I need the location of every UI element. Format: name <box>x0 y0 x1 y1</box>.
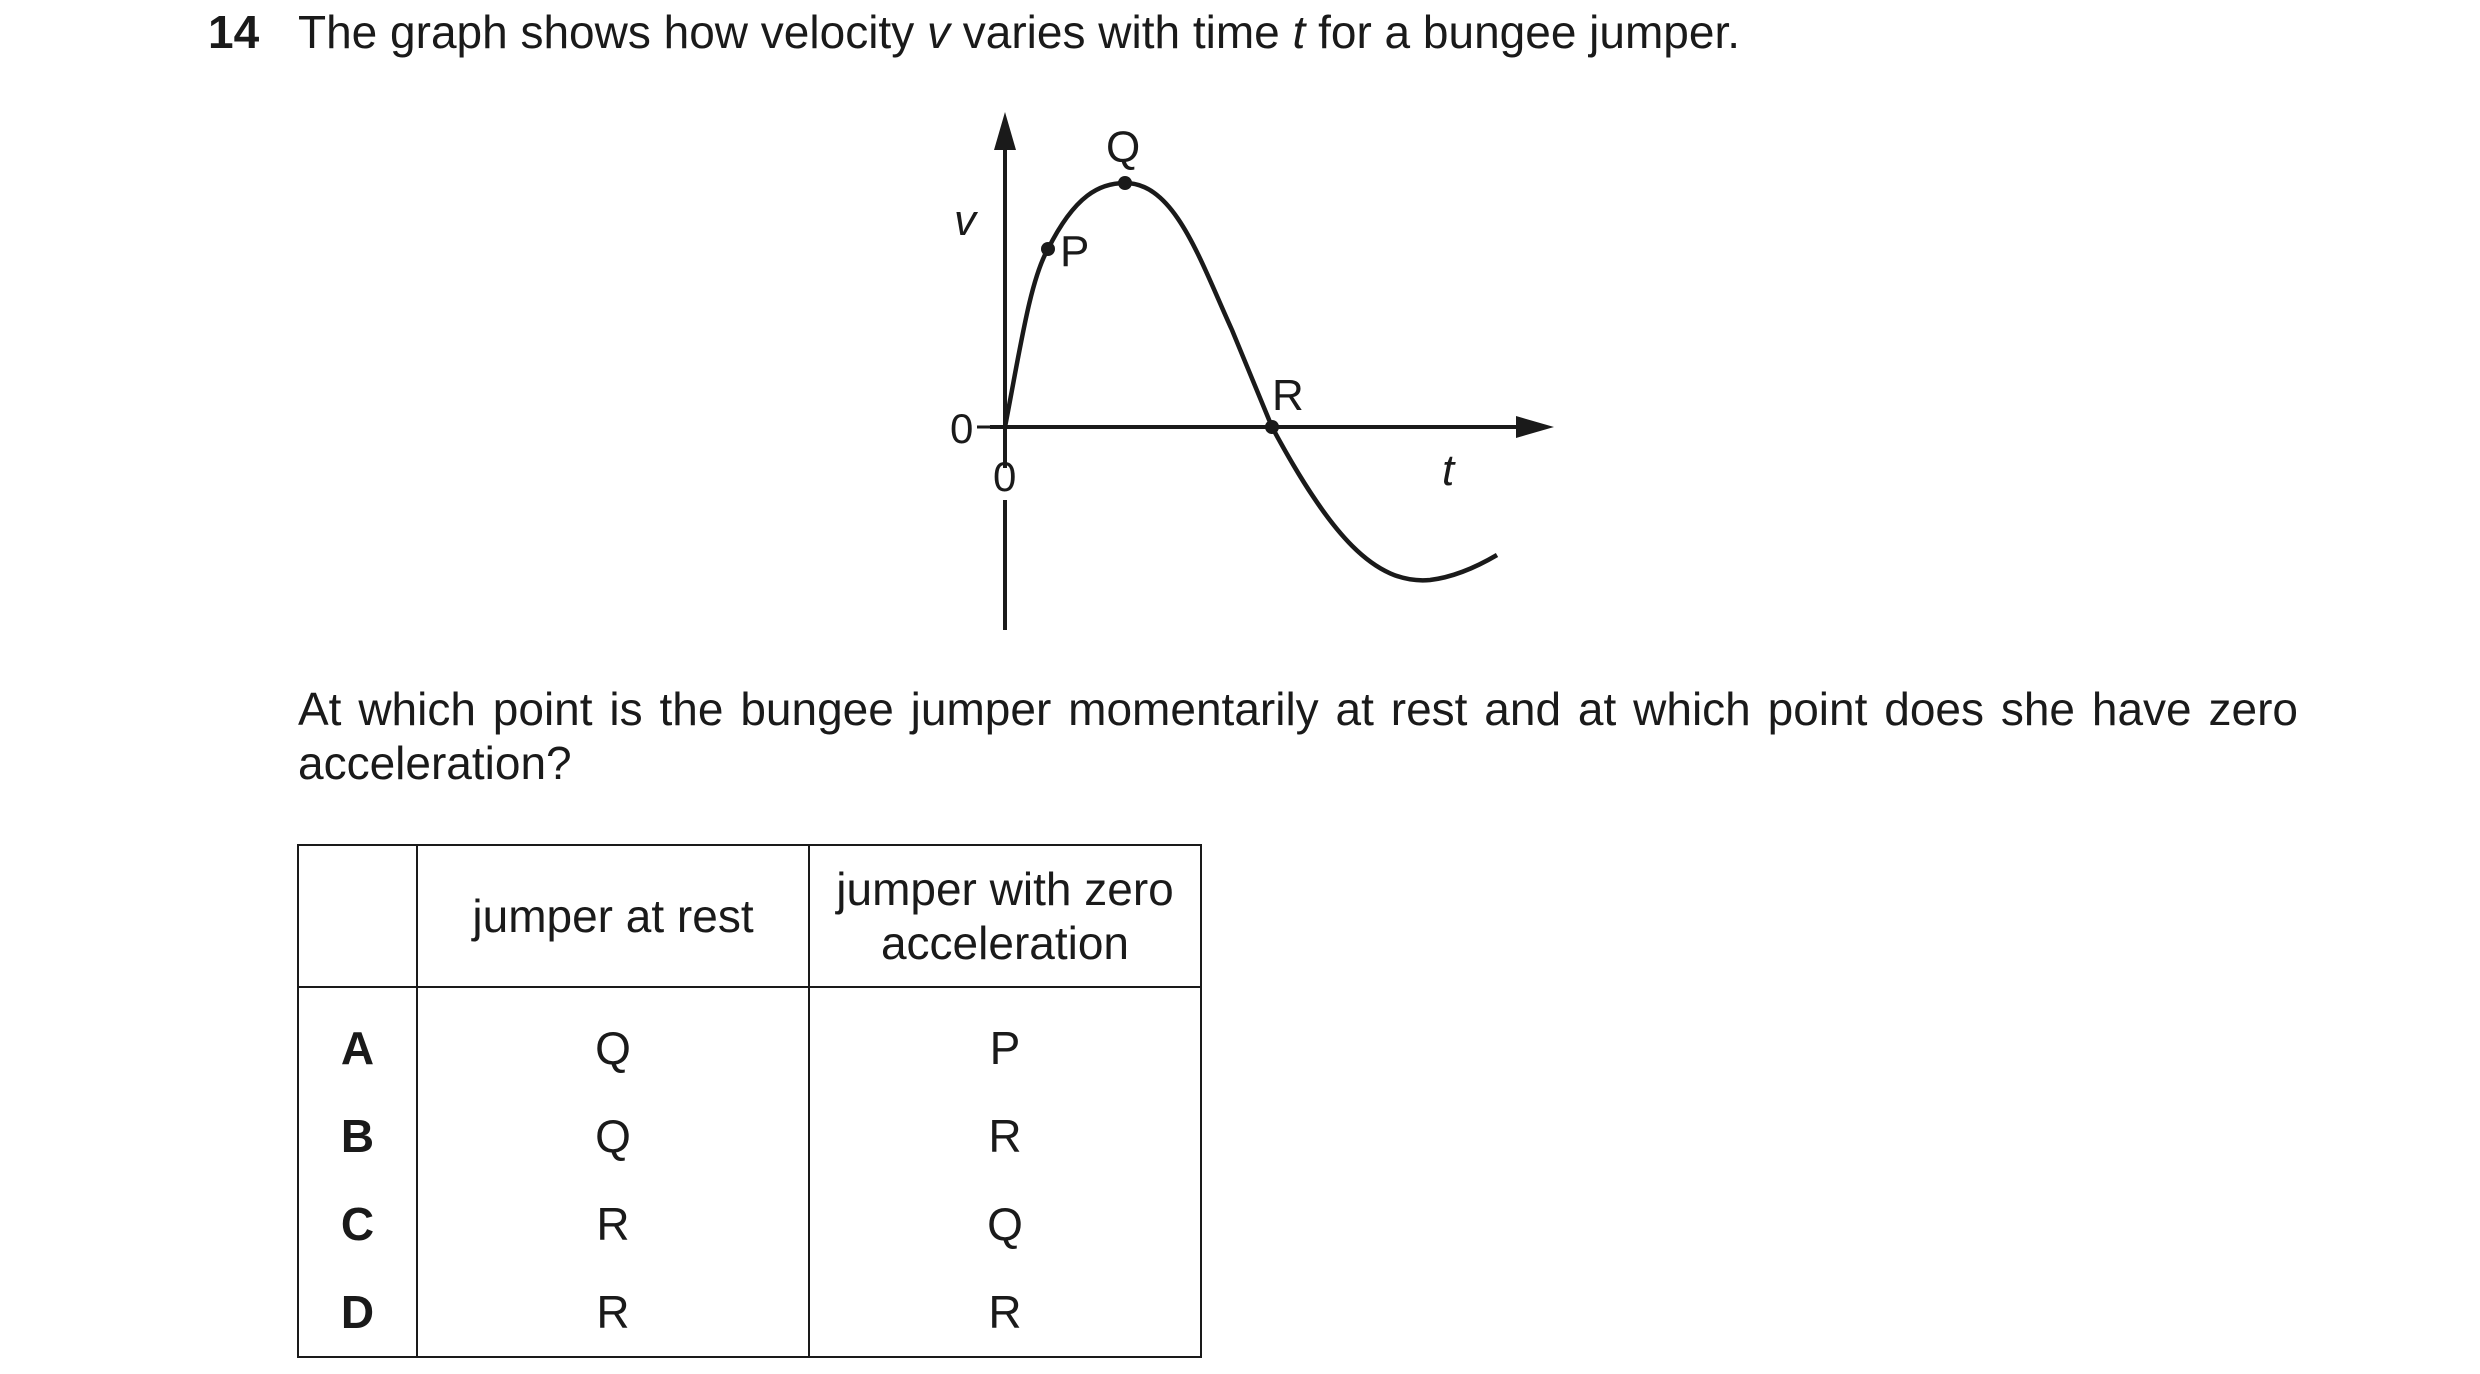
zero-acceleration-cell: R <box>809 1268 1201 1357</box>
point-p-marker <box>1041 242 1055 256</box>
point-q-marker <box>1118 176 1132 190</box>
y-zero-label: 0 <box>950 405 974 452</box>
rest-cell: Q <box>417 1092 809 1180</box>
point-r-marker <box>1265 420 1279 434</box>
answer-table <box>297 844 1202 1358</box>
time-symbol: t <box>1292 6 1306 58</box>
velocity-symbol: v <box>926 6 950 58</box>
velocity-time-graph <box>0 0 2480 660</box>
table-header-row <box>298 845 1201 987</box>
question-text-part3: for a bungee jumper. <box>1305 6 1741 58</box>
option-b[interactable]: B <box>298 1092 417 1180</box>
zero-acceleration-cell: R <box>809 1092 1201 1180</box>
table-row <box>298 1092 1201 1180</box>
option-d[interactable]: D <box>298 1268 417 1357</box>
rest-cell: R <box>417 1180 809 1268</box>
x-axis-label: t <box>1442 446 1455 495</box>
y-axis-label: v <box>954 196 976 245</box>
rest-cell: R <box>417 1268 809 1357</box>
zero-acceleration-cell: Q <box>809 1180 1201 1268</box>
header-option <box>298 845 417 987</box>
zero-acceleration-cell: P <box>809 987 1201 1092</box>
point-q-label: Q <box>1106 123 1141 172</box>
option-a[interactable]: A <box>298 987 417 1092</box>
point-r-label: R <box>1272 371 1304 420</box>
question-prompt: At which point is the bungee jumper momentarily at rest and at which point does she have zero acceleration? <box>298 683 2298 789</box>
option-c[interactable]: C <box>298 1180 417 1268</box>
x-zero-label: 0 <box>993 453 1017 500</box>
question-text-part2: varies with time <box>949 6 1293 58</box>
table-row <box>298 1180 1201 1268</box>
header-zero-acceleration <box>809 845 1201 987</box>
rest-cell: Q <box>417 987 809 1092</box>
header-rest: jumper at rest <box>417 845 809 987</box>
table-row <box>298 987 1201 1092</box>
question-number: 14 <box>208 6 260 58</box>
point-p-label: P <box>1060 227 1090 276</box>
x-axis-arrow <box>1516 416 1554 438</box>
y-axis-arrow <box>994 112 1016 150</box>
question-text-part1: The graph shows how velocity <box>298 6 927 58</box>
table-row <box>298 1268 1201 1357</box>
header-zero-acceleration-text: jumper with zero acceleration <box>836 863 1174 969</box>
